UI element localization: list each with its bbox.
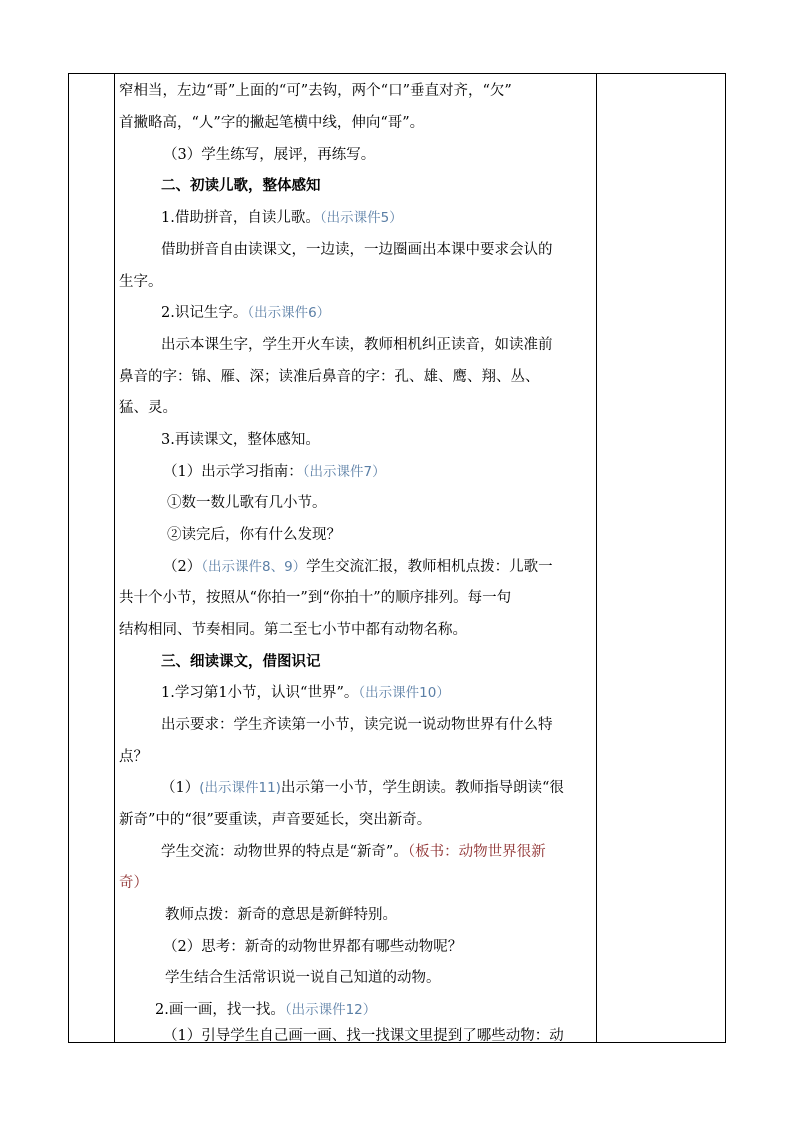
- text-line: （2）思考：新奇的动物世界都有哪些动物呢？: [163, 939, 463, 955]
- text-line: 学生交流：动物世界的特点是“新奇”。（板书：动物世界很新: [161, 844, 546, 860]
- text-line: 猛、灵。: [119, 400, 177, 416]
- slide-reference: （出示课件6）: [247, 305, 331, 321]
- text-line: 首撇略高，“人”字的撇起笔横中线，伸向“哥”。: [119, 115, 425, 131]
- text-line: 鼻音的字：锦、雁、深；读准后鼻音的字：孔、雄、鹰、翔、丛、: [119, 369, 540, 385]
- section-heading: 二、初读儿歌，整体感知: [161, 177, 321, 194]
- text-line: 窄相当，左边“哥”上面的“可”去钩，两个“口”垂直对齐，“欠”: [119, 83, 512, 99]
- text-line: 生字。: [119, 274, 163, 290]
- section-heading: 三、细读课文，借图识记: [161, 653, 321, 670]
- text-line: 出示要求：学生齐读第一小节，读完说一说动物世界有什么特: [161, 717, 553, 733]
- text-line: 教师点拨：新奇的意思是新鲜特别。: [165, 907, 397, 923]
- text-line: ②读完后，你有什么发现？: [167, 527, 341, 543]
- slide-reference: （出示课件12）: [284, 1002, 377, 1018]
- slide-reference: （出示课件10）: [358, 685, 450, 701]
- text-line: 3.再读课文，整体感知。: [161, 432, 320, 448]
- text-line: （2）（出示课件8、9）学生交流汇报，教师相机点拨：儿歌一: [163, 559, 553, 575]
- slide-reference: （出示课件5）: [319, 210, 403, 226]
- lesson-table: [68, 73, 726, 1043]
- text-line: 新奇”中的“很”要重读，声音要延长，突出新奇。: [119, 812, 432, 828]
- column-divider-left: [114, 74, 115, 1042]
- board-note: （板书：动物世界很新: [407, 844, 546, 860]
- board-note: 奇）: [119, 875, 148, 891]
- text-line: 结构相同、节奏相同。第二至七小节中都有动物名称。: [119, 622, 467, 638]
- text-line: 2.识记生字。（出示课件6）: [161, 305, 331, 321]
- text-line: （1）出示学习指南：（出示课件7）: [163, 464, 386, 480]
- text-line: 学生结合生活常识说一说自己知道的动物。: [165, 970, 441, 986]
- slide-reference: （出示课件8、9）: [201, 559, 307, 575]
- text-line: 1.学习第1小节，认识“世界”。（出示课件10）: [161, 685, 450, 701]
- text-line: （1）(出示课件11)出示第一小节，学生朗读。教师指导朗读“很: [161, 780, 564, 796]
- text-line: ①数一数儿歌有几小节。: [167, 495, 327, 511]
- text-line: 共十个小节，按照从“你拍一”到“你拍十”的顺序排列。每一句: [119, 590, 512, 606]
- slide-reference: (出示课件11): [199, 780, 281, 796]
- column-divider-right: [596, 74, 597, 1042]
- text-line: 出示本课生字，学生开火车读，教师相机纠正读音，如读准前: [161, 337, 553, 353]
- text-line: （3）学生练写，展评，再练写。: [163, 147, 376, 163]
- text-line: 1.借助拼音，自读儿歌。（出示课件5）: [161, 210, 403, 226]
- slide-reference: （出示课件7）: [302, 464, 386, 480]
- text-line: （1）引导学生自己画一画、找一找课文里提到了哪些动物：动: [163, 1028, 564, 1044]
- text-line: 2.画一画，找一找。（出示课件12）: [155, 1002, 377, 1018]
- text-line: 点？: [119, 749, 148, 765]
- text-line: 借助拼音自由读课文，一边读，一边圈画出本课中要求会认的: [161, 242, 553, 258]
